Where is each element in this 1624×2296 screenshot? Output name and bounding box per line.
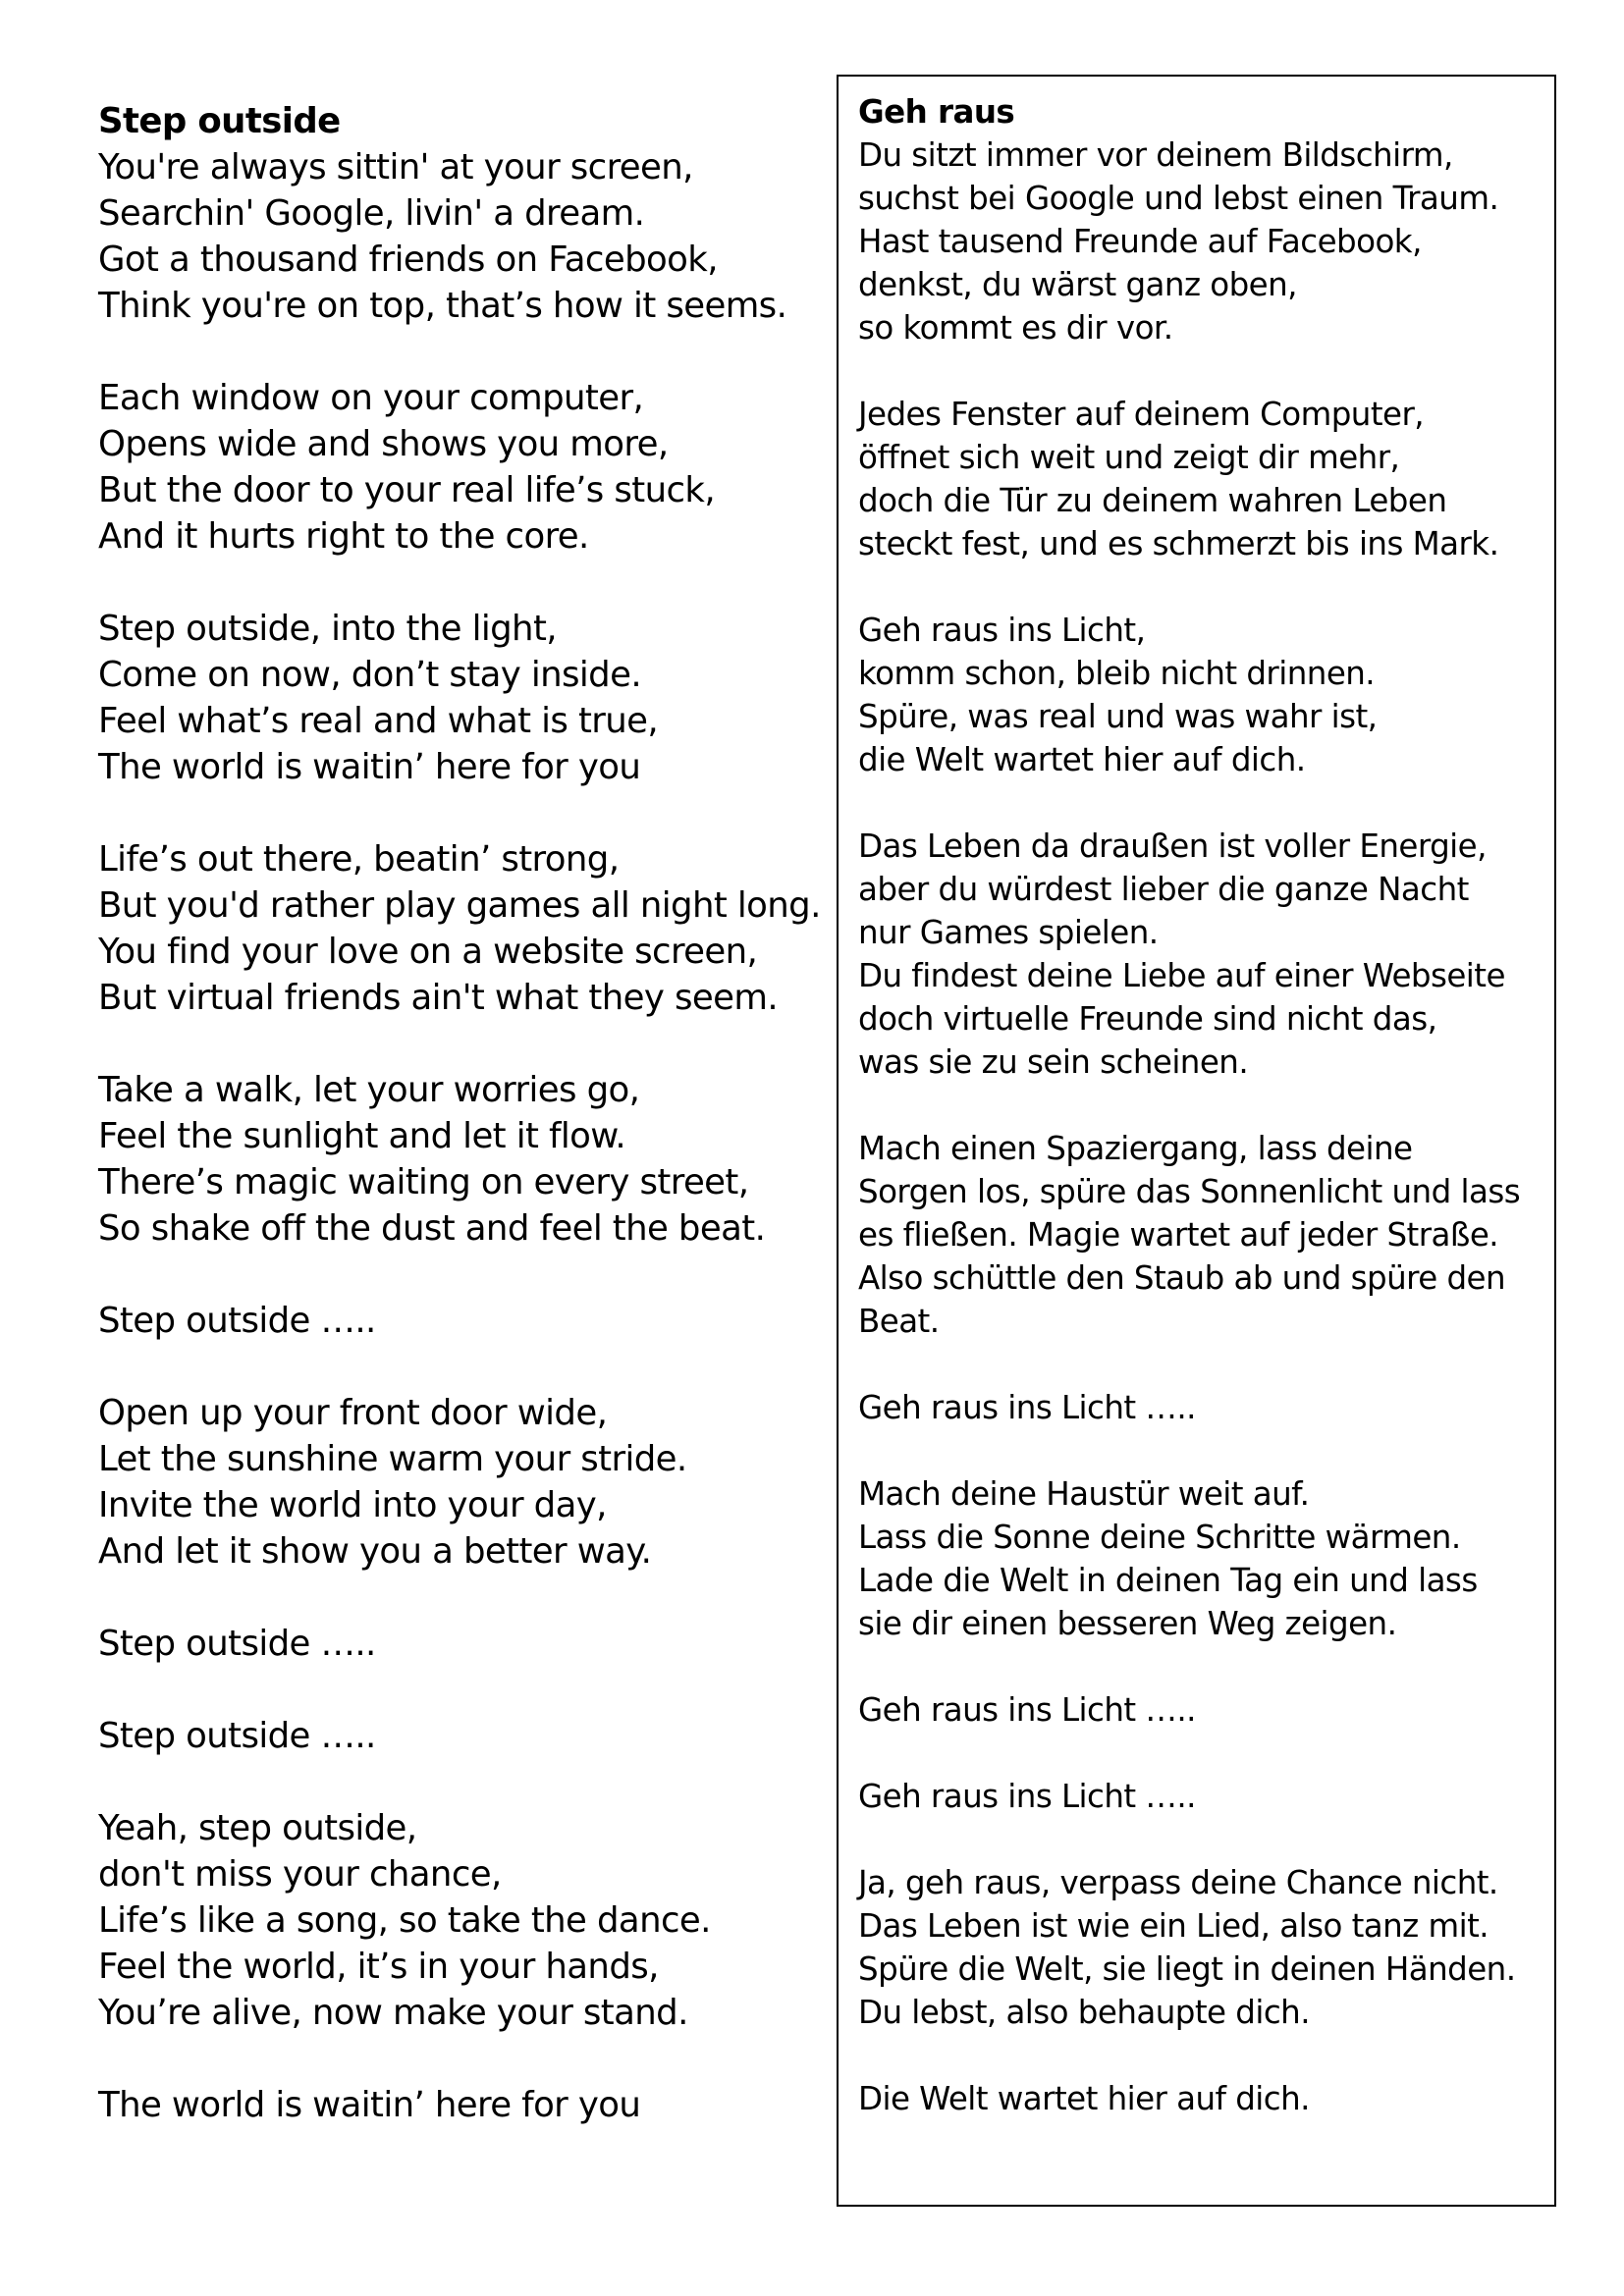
english-line: don't miss your chance, (98, 1854, 502, 1895)
stanza-gap (98, 2036, 825, 2082)
stanza-gap (98, 790, 825, 836)
german-chorus-ref: Geh raus ins Licht ….. (858, 1389, 1196, 1426)
german-line: denkst, du wärst ganz oben, (858, 266, 1297, 303)
english-closing-line: The world is waitin’ here for you (98, 2085, 641, 2125)
stanza-gap (98, 560, 825, 606)
german-line: es fließen. Magie wartet auf jeder Straße. (858, 1216, 1499, 1254)
english-line: There’s magic waiting on every street, (98, 1162, 749, 1202)
english-chorus-ref: Step outside ….. (98, 1624, 376, 1664)
german-line: Geh raus ins Licht, (858, 612, 1146, 649)
english-line: Take a walk, let your worries go, (98, 1070, 640, 1110)
english-line: But virtual friends ain't what they seem. (98, 978, 779, 1018)
german-line: sie dir einen besseren Weg zeigen. (858, 1605, 1397, 1642)
english-lyrics (98, 98, 825, 2128)
german-line: Du lebst, also behaupte dich. (858, 1994, 1310, 2031)
english-line: Think you're on top, that’s how it seems. (98, 286, 787, 326)
german-line: Lade die Welt in deinen Tag ein und lass (858, 1562, 1478, 1599)
german-line: was sie zu sein scheinen. (858, 1043, 1249, 1081)
stanza-gap (858, 565, 1545, 609)
stanza-gap (98, 1667, 825, 1713)
english-chorus-ref: Step outside ….. (98, 1716, 376, 1756)
german-line: Lass die Sonne deine Schritte wärmen. (858, 1519, 1461, 1556)
german-line: suchst bei Google und lebst einen Traum. (858, 180, 1499, 217)
stanza-gap (858, 2034, 1545, 2077)
german-lyrics (858, 90, 1545, 2120)
german-line: öffnet sich weit und zeigt dir mehr, (858, 439, 1400, 476)
stanza-gap (858, 1818, 1545, 1861)
german-line: Jedes Fenster auf deinem Computer, (858, 396, 1425, 433)
stanza-gap (98, 1252, 825, 1298)
english-line: Searchin' Google, livin' a dream. (98, 193, 645, 234)
english-line: The world is waitin’ here for you (98, 747, 641, 787)
german-closing-line: Die Welt wartet hier auf dich. (858, 2080, 1310, 2117)
german-line: doch die Tür zu deinem wahren Leben (858, 482, 1447, 519)
german-line: nur Games spielen. (858, 914, 1159, 951)
german-chorus-ref: Geh raus ins Licht ….. (858, 1778, 1196, 1815)
german-line: steckt fest, und es schmerzt bis ins Mark. (858, 525, 1499, 562)
english-line: You're always sittin' at your screen, (98, 147, 693, 187)
stanza-gap (858, 1429, 1545, 1472)
english-title: Step outside (98, 101, 341, 141)
german-line: aber du würdest lieber die ganze Nacht (858, 871, 1469, 908)
english-line: Each window on your computer, (98, 378, 644, 418)
stanza-gap (858, 349, 1545, 393)
german-line: Mach deine Haustür weit auf. (858, 1475, 1310, 1513)
english-line: Feel what’s real and what is true, (98, 701, 659, 741)
german-line: Spüre, was real und was wahr ist, (858, 698, 1378, 735)
german-line: Also schüttle den Staub ab und spüre den (858, 1259, 1506, 1297)
german-line: Du findest deine Liebe auf einer Webseite (858, 957, 1505, 994)
stanza-gap (98, 1344, 825, 1390)
stanza-gap (98, 1759, 825, 1805)
german-line: doch virtuelle Freunde sind nicht das, (858, 1000, 1437, 1038)
german-line: so kommt es dir vor. (858, 309, 1173, 347)
english-line: But the door to your real life’s stuck, (98, 470, 716, 510)
german-line: komm schon, bleib nicht drinnen. (858, 655, 1376, 692)
german-line: Du sitzt immer vor deinem Bildschirm, (858, 136, 1453, 174)
english-line: Come on now, don’t stay inside. (98, 655, 642, 695)
english-line: Invite the world into your day, (98, 1485, 607, 1525)
stanza-gap (98, 1021, 825, 1067)
english-line: Opens wide and shows you more, (98, 424, 669, 464)
german-line: Spüre die Welt, sie liegt in deinen Händen. (858, 1950, 1516, 1988)
german-title: Geh raus (858, 93, 1015, 131)
english-line: You find your love on a website screen, (98, 932, 758, 972)
english-line: And let it show you a better way. (98, 1531, 652, 1572)
stanza-gap (98, 329, 825, 375)
german-line: Beat. (858, 1303, 940, 1340)
english-line: Feel the sunlight and let it flow. (98, 1116, 626, 1156)
stanza-gap (98, 1575, 825, 1621)
stanza-gap (858, 1343, 1545, 1386)
english-line: So shake off the dust and feel the beat. (98, 1208, 766, 1249)
english-chorus-ref: Step outside ….. (98, 1301, 376, 1341)
german-line: Ja, geh raus, verpass deine Chance nicht. (858, 1864, 1498, 1901)
stanza-gap (858, 1645, 1545, 1688)
english-line: Yeah, step outside, (98, 1808, 417, 1848)
german-chorus-ref: Geh raus ins Licht ….. (858, 1691, 1196, 1729)
english-line: Got a thousand friends on Facebook, (98, 240, 718, 280)
english-line: But you'd rather play games all night long. (98, 885, 821, 926)
german-line: Sorgen los, spüre das Sonnenlicht und lass (858, 1173, 1521, 1210)
german-line: Hast tausend Freunde auf Facebook, (858, 223, 1422, 260)
german-line: Mach einen Spaziergang, lass deine (858, 1130, 1413, 1167)
english-line: You’re alive, now make your stand. (98, 1993, 688, 2033)
german-line: die Welt wartet hier auf dich. (858, 741, 1306, 778)
german-translation-box (837, 75, 1556, 2207)
english-line: Step outside, into the light, (98, 609, 557, 649)
german-line: Das Leben da draußen ist voller Energie, (858, 828, 1487, 865)
english-line: Life’s out there, beatin’ strong, (98, 839, 620, 880)
stanza-gap (858, 781, 1545, 825)
english-line: Open up your front door wide, (98, 1393, 608, 1433)
german-line: Das Leben ist wie ein Lied, also tanz mit. (858, 1907, 1489, 1945)
english-line: And it hurts right to the core. (98, 516, 589, 557)
stanza-gap (858, 1732, 1545, 1775)
english-line: Let the sunshine warm your stride. (98, 1439, 687, 1479)
stanza-gap (858, 1084, 1545, 1127)
english-line: Life’s like a song, so take the dance. (98, 1900, 711, 1941)
english-line: Feel the world, it’s in your hands, (98, 1947, 659, 1987)
